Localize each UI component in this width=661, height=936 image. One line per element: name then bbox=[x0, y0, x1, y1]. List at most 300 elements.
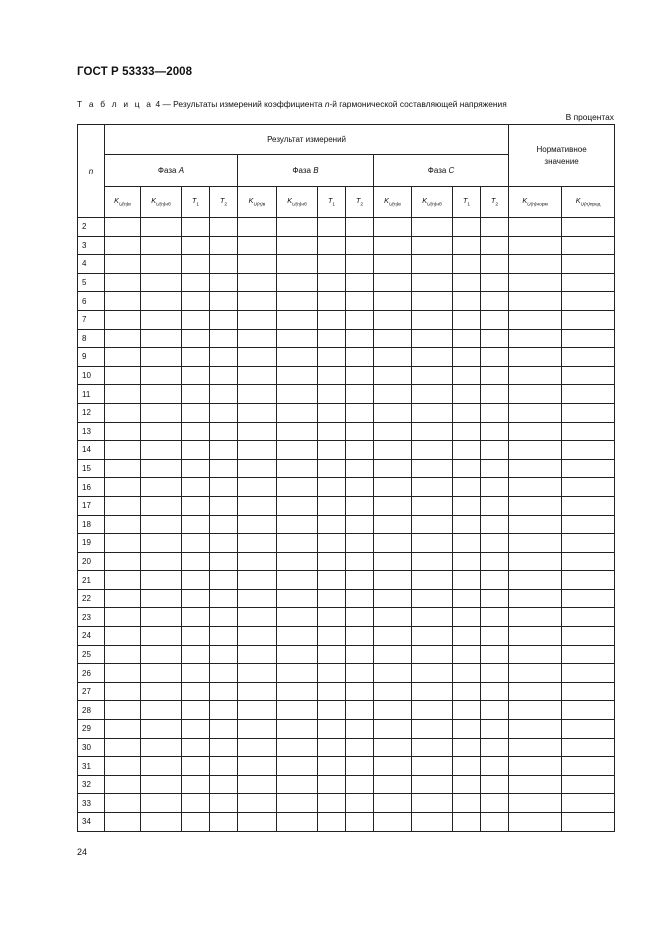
value-cell bbox=[481, 459, 509, 478]
value-cell bbox=[346, 552, 374, 571]
value-cell bbox=[318, 589, 346, 608]
harmonic-number: 8 bbox=[78, 329, 105, 348]
value-cell bbox=[105, 664, 141, 683]
value-cell bbox=[238, 701, 277, 720]
value-cell bbox=[562, 478, 615, 497]
value-cell bbox=[182, 385, 210, 404]
value-cell bbox=[277, 441, 318, 460]
symbol-sub2: (n) bbox=[430, 202, 437, 208]
table-row bbox=[78, 348, 615, 367]
value-cell bbox=[346, 534, 374, 553]
value-cell bbox=[105, 627, 141, 646]
value-cell bbox=[481, 329, 509, 348]
value-cell bbox=[238, 422, 277, 441]
value-cell bbox=[210, 794, 238, 813]
value-cell bbox=[141, 589, 182, 608]
value-cell bbox=[318, 608, 346, 627]
value-cell bbox=[238, 366, 277, 385]
value-cell bbox=[105, 720, 141, 739]
value-cell bbox=[238, 720, 277, 739]
value-cell bbox=[182, 720, 210, 739]
value-cell bbox=[481, 366, 509, 385]
value-cell bbox=[509, 794, 562, 813]
value-cell bbox=[374, 255, 412, 274]
harmonic-number: 31 bbox=[78, 757, 105, 776]
symbol-sub1: 1 bbox=[332, 202, 336, 208]
value-cell bbox=[453, 292, 481, 311]
value-cell bbox=[562, 310, 615, 329]
symbol-sub3: в bbox=[262, 202, 266, 208]
symbol-header bbox=[105, 187, 141, 218]
harmonic-number: 13 bbox=[78, 422, 105, 441]
value-cell bbox=[277, 236, 318, 255]
value-cell bbox=[346, 775, 374, 794]
value-cell bbox=[374, 459, 412, 478]
value-cell bbox=[453, 664, 481, 683]
value-cell bbox=[182, 478, 210, 497]
symbol-main: K bbox=[522, 196, 528, 206]
table-row bbox=[78, 422, 615, 441]
value-cell bbox=[412, 459, 453, 478]
value-cell bbox=[346, 236, 374, 255]
value-cell bbox=[318, 236, 346, 255]
value-cell bbox=[481, 794, 509, 813]
value-cell bbox=[318, 422, 346, 441]
value-cell bbox=[562, 459, 615, 478]
value-cell bbox=[453, 608, 481, 627]
value-cell bbox=[453, 422, 481, 441]
symbol-sub1: U bbox=[527, 202, 531, 208]
harmonic-number: 28 bbox=[78, 701, 105, 720]
value-cell bbox=[182, 515, 210, 534]
value-cell bbox=[374, 664, 412, 683]
value-cell bbox=[277, 794, 318, 813]
value-cell bbox=[141, 236, 182, 255]
value-cell bbox=[182, 292, 210, 311]
value-cell bbox=[453, 552, 481, 571]
value-cell bbox=[105, 403, 141, 422]
page-number: 24 bbox=[77, 847, 88, 857]
value-cell bbox=[509, 422, 562, 441]
value-cell bbox=[412, 664, 453, 683]
value-cell bbox=[453, 385, 481, 404]
value-cell bbox=[141, 571, 182, 590]
value-cell bbox=[346, 794, 374, 813]
value-cell bbox=[346, 478, 374, 497]
value-cell bbox=[141, 459, 182, 478]
value-cell bbox=[346, 757, 374, 776]
symbol-header bbox=[374, 187, 412, 218]
value-cell bbox=[182, 682, 210, 701]
value-cell bbox=[481, 608, 509, 627]
value-cell bbox=[105, 422, 141, 441]
value-cell bbox=[105, 645, 141, 664]
value-cell bbox=[374, 645, 412, 664]
value-cell bbox=[481, 682, 509, 701]
value-cell bbox=[481, 255, 509, 274]
value-cell bbox=[210, 441, 238, 460]
table-row bbox=[78, 292, 615, 311]
symbol-header bbox=[412, 187, 453, 218]
value-cell bbox=[141, 775, 182, 794]
symbol-sub3: в bbox=[128, 202, 131, 208]
value-cell bbox=[481, 757, 509, 776]
value-cell bbox=[481, 422, 509, 441]
value-cell bbox=[141, 422, 182, 441]
symbol-sub2: (n) bbox=[583, 202, 590, 208]
value-cell bbox=[182, 589, 210, 608]
value-cell bbox=[141, 738, 182, 757]
value-cell bbox=[105, 236, 141, 255]
value-cell bbox=[182, 496, 210, 515]
value-cell bbox=[346, 571, 374, 590]
value-cell bbox=[210, 627, 238, 646]
value-cell bbox=[412, 441, 453, 460]
value-cell bbox=[481, 664, 509, 683]
value-cell bbox=[277, 515, 318, 534]
symbol-sub2: (n) bbox=[256, 202, 263, 208]
table-row bbox=[78, 496, 615, 515]
value-cell bbox=[509, 478, 562, 497]
value-cell bbox=[346, 459, 374, 478]
value-cell bbox=[141, 366, 182, 385]
value-cell bbox=[453, 813, 481, 832]
value-cell bbox=[453, 515, 481, 534]
table-row bbox=[78, 664, 615, 683]
harmonic-number: 14 bbox=[78, 441, 105, 460]
value-cell bbox=[453, 720, 481, 739]
value-cell bbox=[210, 366, 238, 385]
symbol-sub1: U bbox=[253, 202, 257, 208]
value-cell bbox=[562, 589, 615, 608]
value-cell bbox=[182, 534, 210, 553]
value-cell bbox=[509, 255, 562, 274]
value-cell bbox=[509, 738, 562, 757]
value-cell bbox=[509, 348, 562, 367]
value-cell bbox=[277, 496, 318, 515]
value-cell bbox=[346, 403, 374, 422]
value-cell bbox=[374, 441, 412, 460]
value-cell bbox=[374, 571, 412, 590]
harmonic-number: 11 bbox=[78, 385, 105, 404]
value-cell bbox=[412, 310, 453, 329]
value-cell bbox=[141, 255, 182, 274]
value-cell bbox=[509, 496, 562, 515]
value-cell bbox=[509, 627, 562, 646]
value-cell bbox=[412, 403, 453, 422]
value-cell bbox=[182, 813, 210, 832]
table-row bbox=[78, 552, 615, 571]
value-cell bbox=[374, 534, 412, 553]
value-cell bbox=[346, 701, 374, 720]
value-cell bbox=[509, 441, 562, 460]
value-cell bbox=[412, 720, 453, 739]
value-cell bbox=[210, 552, 238, 571]
value-cell bbox=[277, 255, 318, 274]
caption-number: 4 bbox=[155, 99, 161, 109]
value-cell bbox=[346, 422, 374, 441]
value-cell bbox=[374, 813, 412, 832]
value-cell bbox=[509, 534, 562, 553]
value-cell bbox=[481, 720, 509, 739]
symbol-sub3: нб bbox=[165, 202, 171, 208]
symbol-sub1: 2 bbox=[224, 202, 228, 208]
value-cell bbox=[141, 794, 182, 813]
value-cell bbox=[182, 775, 210, 794]
value-cell bbox=[277, 757, 318, 776]
harmonic-number: 22 bbox=[78, 589, 105, 608]
value-cell bbox=[210, 273, 238, 292]
value-cell bbox=[374, 552, 412, 571]
caption-text-before: — Результаты измерений коэффициента bbox=[160, 99, 325, 109]
value-cell bbox=[412, 366, 453, 385]
value-cell bbox=[509, 218, 562, 237]
value-cell bbox=[509, 273, 562, 292]
value-cell bbox=[453, 738, 481, 757]
value-cell bbox=[453, 794, 481, 813]
harmonic-number: 17 bbox=[78, 496, 105, 515]
value-cell bbox=[346, 608, 374, 627]
table-row bbox=[78, 682, 615, 701]
value-cell bbox=[182, 627, 210, 646]
value-cell bbox=[105, 459, 141, 478]
value-cell bbox=[238, 310, 277, 329]
harmonic-number: 23 bbox=[78, 608, 105, 627]
value-cell bbox=[412, 329, 453, 348]
value-cell bbox=[182, 366, 210, 385]
value-cell bbox=[481, 273, 509, 292]
value-cell bbox=[141, 608, 182, 627]
symbol-sub1: U bbox=[580, 202, 584, 208]
value-cell bbox=[105, 496, 141, 515]
phase-label: Фаза bbox=[157, 166, 177, 175]
value-cell bbox=[318, 534, 346, 553]
caption-word: Т а б л и ц а bbox=[77, 99, 154, 109]
harmonic-number: 15 bbox=[78, 459, 105, 478]
value-cell bbox=[562, 496, 615, 515]
symbol-main: T bbox=[191, 196, 197, 206]
symbol-sub2: (n) bbox=[122, 202, 129, 208]
value-cell bbox=[318, 255, 346, 274]
value-cell bbox=[105, 273, 141, 292]
value-cell bbox=[141, 664, 182, 683]
value-cell bbox=[509, 329, 562, 348]
value-cell bbox=[210, 236, 238, 255]
value-cell bbox=[346, 682, 374, 701]
value-cell bbox=[509, 701, 562, 720]
symbol-main: K bbox=[287, 196, 293, 206]
value-cell bbox=[210, 385, 238, 404]
symbol-main: K bbox=[575, 196, 581, 206]
value-cell bbox=[210, 534, 238, 553]
value-cell bbox=[346, 329, 374, 348]
value-cell bbox=[412, 589, 453, 608]
value-cell bbox=[509, 459, 562, 478]
value-cell bbox=[210, 813, 238, 832]
symbol-sub2: (n) bbox=[295, 202, 302, 208]
value-cell bbox=[238, 459, 277, 478]
value-cell bbox=[105, 292, 141, 311]
value-cell bbox=[453, 775, 481, 794]
table-row bbox=[78, 403, 615, 422]
value-cell bbox=[210, 496, 238, 515]
value-cell bbox=[141, 496, 182, 515]
table-row bbox=[78, 608, 615, 627]
value-cell bbox=[481, 403, 509, 422]
harmonic-number: 34 bbox=[78, 813, 105, 832]
value-cell bbox=[562, 608, 615, 627]
value-cell bbox=[346, 738, 374, 757]
value-cell bbox=[141, 441, 182, 460]
value-cell bbox=[105, 757, 141, 776]
value-cell bbox=[318, 627, 346, 646]
value-cell bbox=[346, 627, 374, 646]
value-cell bbox=[141, 329, 182, 348]
symbol-header bbox=[453, 187, 481, 218]
value-cell bbox=[105, 738, 141, 757]
value-cell bbox=[562, 571, 615, 590]
value-cell bbox=[562, 441, 615, 460]
table-caption bbox=[77, 99, 507, 109]
value-cell bbox=[509, 589, 562, 608]
value-cell bbox=[562, 775, 615, 794]
value-cell bbox=[412, 738, 453, 757]
value-cell bbox=[182, 441, 210, 460]
value-cell bbox=[105, 366, 141, 385]
phase-header bbox=[105, 155, 238, 187]
value-cell bbox=[412, 515, 453, 534]
value-cell bbox=[453, 310, 481, 329]
value-cell bbox=[374, 478, 412, 497]
value-cell bbox=[105, 589, 141, 608]
table-row bbox=[78, 329, 615, 348]
harmonic-number: 24 bbox=[78, 627, 105, 646]
value-cell bbox=[182, 738, 210, 757]
value-cell bbox=[346, 441, 374, 460]
symbol-header bbox=[182, 187, 210, 218]
value-cell bbox=[509, 664, 562, 683]
value-cell bbox=[277, 813, 318, 832]
value-cell bbox=[374, 366, 412, 385]
value-cell bbox=[318, 385, 346, 404]
value-cell bbox=[481, 645, 509, 664]
value-cell bbox=[374, 701, 412, 720]
value-cell bbox=[105, 385, 141, 404]
value-cell bbox=[141, 385, 182, 404]
symbol-sub1: U bbox=[427, 202, 431, 208]
value-cell bbox=[318, 701, 346, 720]
value-cell bbox=[562, 329, 615, 348]
table-row bbox=[78, 218, 615, 237]
value-cell bbox=[412, 348, 453, 367]
value-cell bbox=[182, 571, 210, 590]
value-cell bbox=[453, 403, 481, 422]
value-cell bbox=[374, 403, 412, 422]
table-row bbox=[78, 385, 615, 404]
harmonic-number: 6 bbox=[78, 292, 105, 311]
harmonic-number: 19 bbox=[78, 534, 105, 553]
value-cell bbox=[412, 775, 453, 794]
value-cell bbox=[182, 608, 210, 627]
value-cell bbox=[238, 441, 277, 460]
value-cell bbox=[210, 738, 238, 757]
symbol-main: T bbox=[219, 196, 225, 206]
value-cell bbox=[277, 664, 318, 683]
value-cell bbox=[318, 273, 346, 292]
value-cell bbox=[346, 645, 374, 664]
value-cell bbox=[346, 385, 374, 404]
value-cell bbox=[374, 627, 412, 646]
value-cell bbox=[318, 478, 346, 497]
value-cell bbox=[141, 627, 182, 646]
value-cell bbox=[238, 403, 277, 422]
value-cell bbox=[509, 310, 562, 329]
value-cell bbox=[481, 589, 509, 608]
value-cell bbox=[453, 273, 481, 292]
value-cell bbox=[562, 236, 615, 255]
symbol-sub1: 1 bbox=[196, 202, 200, 208]
phase-label: Фаза bbox=[292, 166, 311, 175]
value-cell bbox=[238, 775, 277, 794]
value-cell bbox=[481, 534, 509, 553]
value-cell bbox=[277, 422, 318, 441]
table-row bbox=[78, 627, 615, 646]
value-cell bbox=[562, 292, 615, 311]
table-row bbox=[78, 701, 615, 720]
value-cell bbox=[105, 441, 141, 460]
value-cell bbox=[374, 236, 412, 255]
value-cell bbox=[412, 571, 453, 590]
normative-header: Нормативное значение bbox=[509, 125, 615, 187]
value-cell bbox=[238, 589, 277, 608]
value-cell bbox=[412, 608, 453, 627]
symbol-sub1: U bbox=[292, 202, 296, 208]
value-cell bbox=[562, 627, 615, 646]
value-cell bbox=[562, 348, 615, 367]
symbol-main: T bbox=[327, 196, 333, 206]
table-row bbox=[78, 534, 615, 553]
value-cell bbox=[481, 552, 509, 571]
harmonic-number: 10 bbox=[78, 366, 105, 385]
symbol-header bbox=[562, 187, 615, 218]
value-cell bbox=[182, 645, 210, 664]
value-cell bbox=[105, 701, 141, 720]
value-cell bbox=[238, 664, 277, 683]
symbol-sub3: пред bbox=[589, 202, 601, 208]
value-cell bbox=[453, 701, 481, 720]
harmonic-number: 9 bbox=[78, 348, 105, 367]
value-cell bbox=[238, 478, 277, 497]
value-cell bbox=[210, 348, 238, 367]
document-header: ГОСТ Р 53333—2008 bbox=[77, 66, 193, 78]
value-cell bbox=[318, 292, 346, 311]
value-cell bbox=[374, 515, 412, 534]
value-cell bbox=[509, 403, 562, 422]
symbol-sub1: 2 bbox=[360, 202, 364, 208]
value-cell bbox=[238, 813, 277, 832]
value-cell bbox=[374, 794, 412, 813]
value-cell bbox=[210, 701, 238, 720]
value-cell bbox=[141, 645, 182, 664]
value-cell bbox=[318, 441, 346, 460]
value-cell bbox=[182, 218, 210, 237]
symbol-header bbox=[277, 187, 318, 218]
harmonic-number: 29 bbox=[78, 720, 105, 739]
symbol-main: K bbox=[384, 196, 389, 206]
table-row bbox=[78, 236, 615, 255]
value-cell bbox=[318, 552, 346, 571]
phase-header bbox=[374, 155, 509, 187]
